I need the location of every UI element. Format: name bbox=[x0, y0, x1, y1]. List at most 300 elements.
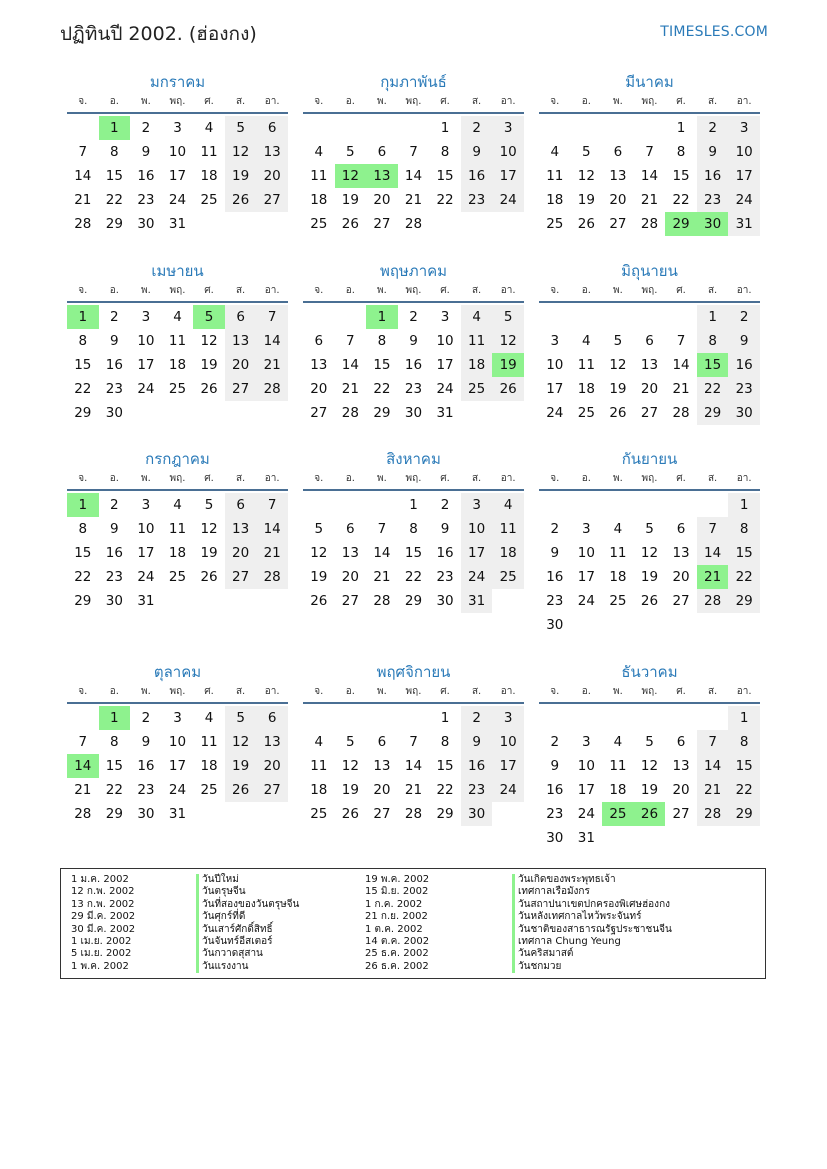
weekday-header bbox=[303, 92, 524, 114]
day-cell: 4 bbox=[314, 144, 324, 160]
day-cell: 12 bbox=[225, 730, 257, 754]
day-cell: 23 bbox=[697, 188, 729, 212]
month-name: กันยายน bbox=[621, 450, 678, 468]
day-cell: 10 bbox=[168, 144, 187, 160]
day-cell: 28 bbox=[256, 565, 288, 589]
day-cell: 23 bbox=[105, 569, 123, 585]
weekday-label: พฤ. bbox=[169, 686, 186, 697]
day-cell: 2 bbox=[110, 497, 119, 513]
day-cell: 19 bbox=[200, 545, 218, 561]
page-title: ปฏิทินปี 2002. (ฮ่องกง) bbox=[60, 23, 257, 45]
holiday-name: วันแรงงาน bbox=[196, 961, 248, 973]
day-cell: 16 bbox=[546, 569, 564, 585]
weekday-label: อ. bbox=[581, 96, 591, 107]
holiday-date: 1 ต.ค. 2002 bbox=[365, 923, 423, 935]
day-cell: 10 bbox=[492, 140, 524, 164]
day-cell: 22 bbox=[74, 569, 92, 585]
month-name: ตุลาคม bbox=[153, 663, 202, 681]
day-cell: 15 bbox=[436, 168, 454, 184]
weekday-label: อ. bbox=[581, 285, 591, 296]
day-cell: 19 bbox=[640, 569, 659, 585]
day-cell: 23 bbox=[461, 188, 493, 212]
holiday-date: 25 ธ.ค. 2002 bbox=[365, 948, 429, 960]
day-cell: 26 bbox=[341, 216, 359, 232]
day-cell: 14 bbox=[373, 545, 391, 561]
day-cell: 27 bbox=[341, 593, 359, 609]
day-cell: 21 bbox=[256, 541, 288, 565]
weekday-label: อ. bbox=[581, 686, 591, 697]
day-cell: 13 bbox=[225, 329, 257, 353]
day-grid bbox=[303, 704, 524, 848]
holiday-day-cell: 1 bbox=[67, 305, 99, 329]
day-cell: 30 bbox=[404, 405, 423, 421]
day-cell: 1 bbox=[728, 706, 760, 730]
day-cell: 8 bbox=[728, 517, 760, 541]
day-cell: 10 bbox=[137, 521, 155, 537]
day-cell: 19 bbox=[225, 164, 257, 188]
day-cell: 10 bbox=[577, 545, 595, 561]
day-cell: 22 bbox=[105, 782, 123, 798]
day-cell: 15 bbox=[728, 754, 760, 778]
holiday-name: วันหลังเทศกาลไหว้พระจันทร์ bbox=[512, 911, 641, 923]
day-cell: 14 bbox=[672, 357, 690, 373]
holiday-date: 29 มี.ค. 2002 bbox=[71, 911, 136, 923]
day-cell: 8 bbox=[697, 329, 729, 353]
weekday-label: ศ. bbox=[676, 285, 686, 296]
day-cell: 16 bbox=[697, 164, 729, 188]
day-cell: 5 bbox=[613, 333, 623, 349]
day-cell: 21 bbox=[74, 192, 92, 208]
day-cell: 3 bbox=[492, 706, 524, 730]
day-cell: 6 bbox=[645, 333, 654, 349]
day-cell: 3 bbox=[461, 493, 493, 517]
day-grid bbox=[303, 114, 524, 258]
day-cell: 28 bbox=[74, 806, 92, 822]
day-cell: 7 bbox=[377, 521, 387, 537]
holiday-name: วันตรุษจีน bbox=[196, 886, 246, 898]
day-cell: 13 bbox=[373, 758, 391, 774]
month-block bbox=[539, 662, 760, 848]
day-cell: 13 bbox=[225, 517, 257, 541]
holiday-name: เทศกาลเรือมังกร bbox=[512, 886, 590, 898]
holiday-day-cell: 12 bbox=[335, 164, 367, 188]
day-cell: 27 bbox=[672, 593, 690, 609]
day-cell: 12 bbox=[225, 140, 257, 164]
day-cell: 19 bbox=[200, 357, 218, 373]
holiday-day-cell: 21 bbox=[697, 565, 729, 589]
holiday-name: วันที่สองของวันตรุษจีน bbox=[196, 899, 299, 911]
weekday-label: จ. bbox=[314, 473, 324, 484]
weekday-label: พฤ. bbox=[169, 285, 186, 296]
day-cell: 21 bbox=[373, 569, 391, 585]
holiday-date: 12 ก.พ. 2002 bbox=[71, 886, 135, 898]
day-cell: 17 bbox=[168, 758, 187, 774]
day-cell: 14 bbox=[341, 357, 359, 373]
day-grid bbox=[539, 704, 760, 848]
day-cell: 1 bbox=[409, 497, 418, 513]
day-cell: 2 bbox=[550, 734, 560, 750]
day-cell: 19 bbox=[310, 569, 328, 585]
day-cell: 9 bbox=[110, 333, 119, 349]
day-cell: 22 bbox=[436, 192, 454, 208]
weekday-label: พฤ. bbox=[405, 473, 422, 484]
day-grid bbox=[67, 114, 288, 258]
weekday-header bbox=[303, 281, 524, 303]
day-cell: 27 bbox=[256, 778, 288, 802]
day-cell: 7 bbox=[697, 730, 729, 754]
day-cell: 4 bbox=[492, 493, 524, 517]
day-cell: 29 bbox=[728, 589, 760, 613]
holiday-date: 5 เม.ย. 2002 bbox=[71, 948, 132, 960]
day-cell: 13 bbox=[640, 357, 659, 373]
day-cell: 12 bbox=[640, 545, 659, 561]
day-cell: 15 bbox=[373, 357, 391, 373]
day-cell: 25 bbox=[200, 192, 218, 208]
day-cell: 8 bbox=[676, 144, 686, 160]
day-cell: 24 bbox=[492, 778, 524, 802]
holiday-day-cell: 15 bbox=[697, 353, 729, 377]
day-cell: 28 bbox=[404, 806, 423, 822]
day-cell: 4 bbox=[613, 734, 623, 750]
day-cell: 16 bbox=[546, 782, 564, 798]
day-cell: 22 bbox=[672, 192, 690, 208]
day-cell: 26 bbox=[225, 188, 257, 212]
day-cell: 11 bbox=[200, 144, 218, 160]
day-cell: 16 bbox=[105, 357, 123, 373]
weekday-label: พฤ. bbox=[641, 686, 658, 697]
day-cell: 28 bbox=[404, 216, 423, 232]
weekday-label: อา. bbox=[500, 96, 516, 107]
weekday-label: ศ. bbox=[440, 285, 450, 296]
day-cell: 24 bbox=[461, 565, 493, 589]
day-cell: 21 bbox=[256, 353, 288, 377]
day-cell: 23 bbox=[137, 782, 155, 798]
weekday-label: อ. bbox=[109, 686, 119, 697]
day-cell: 19 bbox=[341, 782, 359, 798]
day-cell: 29 bbox=[404, 593, 423, 609]
day-cell: 28 bbox=[697, 589, 729, 613]
weekday-label: ศ. bbox=[676, 473, 686, 484]
weekday-label: จ. bbox=[78, 96, 88, 107]
weekday-label: จ. bbox=[550, 285, 560, 296]
day-cell: 15 bbox=[672, 168, 690, 184]
day-cell: 12 bbox=[200, 521, 218, 537]
day-cell: 9 bbox=[141, 144, 151, 160]
weekday-label: พ. bbox=[613, 96, 623, 107]
month-block bbox=[539, 449, 760, 635]
day-cell: 18 bbox=[461, 353, 493, 377]
weekday-label: พ. bbox=[377, 285, 387, 296]
day-cell: 24 bbox=[436, 381, 454, 397]
day-cell: 9 bbox=[440, 521, 450, 537]
weekday-label: อา. bbox=[500, 473, 516, 484]
day-cell: 16 bbox=[137, 168, 155, 184]
day-cell: 11 bbox=[168, 333, 187, 349]
weekday-label: อ. bbox=[345, 285, 355, 296]
day-cell: 18 bbox=[200, 758, 218, 774]
day-cell: 15 bbox=[404, 545, 423, 561]
month-block bbox=[303, 449, 524, 635]
day-cell: 31 bbox=[168, 216, 187, 232]
weekday-label: ส. bbox=[707, 285, 718, 296]
weekday-label: ศ. bbox=[440, 96, 450, 107]
day-cell: 16 bbox=[461, 754, 493, 778]
holiday-day-cell: 30 bbox=[697, 212, 729, 236]
month-block bbox=[539, 72, 760, 258]
day-cell: 24 bbox=[492, 188, 524, 212]
day-cell: 3 bbox=[141, 497, 151, 513]
day-cell: 2 bbox=[550, 521, 560, 537]
day-cell: 10 bbox=[728, 140, 760, 164]
day-cell: 18 bbox=[492, 541, 524, 565]
day-cell: 19 bbox=[225, 754, 257, 778]
day-cell: 20 bbox=[672, 569, 690, 585]
holiday-name: วันกวาดสุสาน bbox=[196, 948, 263, 960]
day-cell: 10 bbox=[577, 758, 595, 774]
day-grid bbox=[67, 491, 288, 635]
holiday-name: วันจันทร์อีสเตอร์ bbox=[196, 936, 273, 948]
day-cell: 12 bbox=[341, 758, 359, 774]
day-cell: 22 bbox=[404, 569, 423, 585]
day-cell: 22 bbox=[697, 377, 729, 401]
day-cell: 8 bbox=[110, 144, 119, 160]
holiday-day-cell: 1 bbox=[99, 706, 131, 730]
day-cell: 25 bbox=[310, 806, 328, 822]
day-cell: 29 bbox=[728, 802, 760, 826]
day-cell: 25 bbox=[310, 216, 328, 232]
day-cell: 14 bbox=[256, 329, 288, 353]
day-cell: 5 bbox=[225, 116, 257, 140]
day-cell: 1 bbox=[676, 120, 686, 136]
day-cell: 24 bbox=[137, 381, 155, 397]
day-cell: 17 bbox=[492, 164, 524, 188]
day-cell: 14 bbox=[404, 758, 423, 774]
day-cell: 30 bbox=[105, 405, 123, 421]
day-cell: 26 bbox=[640, 593, 659, 609]
holiday-date: 19 พ.ค. 2002 bbox=[365, 874, 430, 885]
weekday-label: ส. bbox=[235, 686, 246, 697]
day-cell: 9 bbox=[550, 758, 560, 774]
weekday-label: พ. bbox=[141, 96, 151, 107]
weekday-label: ศ. bbox=[204, 285, 214, 296]
day-cell: 6 bbox=[256, 116, 288, 140]
day-cell: 17 bbox=[436, 357, 454, 373]
day-cell: 2 bbox=[440, 497, 450, 513]
day-cell: 21 bbox=[74, 782, 92, 798]
day-cell: 10 bbox=[461, 517, 493, 541]
day-cell: 21 bbox=[697, 778, 729, 802]
day-cell: 25 bbox=[492, 565, 524, 589]
day-cell: 4 bbox=[550, 144, 560, 160]
weekday-label: พฤ. bbox=[641, 96, 658, 107]
day-cell: 9 bbox=[141, 734, 151, 750]
day-cell: 21 bbox=[341, 381, 359, 397]
weekday-label: อ. bbox=[345, 96, 355, 107]
day-cell: 17 bbox=[492, 754, 524, 778]
day-cell: 3 bbox=[492, 116, 524, 140]
weekday-label: ศ. bbox=[676, 96, 686, 107]
day-cell: 20 bbox=[310, 381, 328, 397]
weekday-label: พฤ. bbox=[641, 473, 658, 484]
day-cell: 29 bbox=[436, 806, 454, 822]
holiday-date: 21 ก.ย. 2002 bbox=[365, 911, 428, 923]
day-cell: 29 bbox=[105, 806, 123, 822]
weekday-header bbox=[303, 469, 524, 491]
weekday-header bbox=[539, 469, 760, 491]
holiday-day-cell: 13 bbox=[366, 164, 398, 188]
day-cell: 20 bbox=[225, 541, 257, 565]
day-cell: 7 bbox=[676, 333, 686, 349]
weekday-label: จ. bbox=[550, 96, 560, 107]
weekday-label: อา. bbox=[264, 686, 280, 697]
weekday-label: อา. bbox=[264, 285, 280, 296]
day-cell: 30 bbox=[546, 830, 564, 846]
day-cell: 24 bbox=[728, 188, 760, 212]
day-cell: 11 bbox=[310, 758, 328, 774]
month-name: กรกฎาคม bbox=[145, 450, 210, 468]
holiday-day-cell: 1 bbox=[99, 116, 131, 140]
day-cell: 19 bbox=[640, 782, 659, 798]
weekday-header bbox=[67, 281, 288, 303]
holiday-day-cell: 5 bbox=[193, 305, 225, 329]
weekday-header bbox=[67, 92, 288, 114]
day-grid bbox=[539, 114, 760, 258]
holiday-name: วันคริสมาสต์ bbox=[512, 948, 573, 960]
day-cell: 20 bbox=[225, 353, 257, 377]
weekday-label: พฤ. bbox=[169, 96, 186, 107]
day-cell: 22 bbox=[728, 565, 760, 589]
day-cell: 16 bbox=[137, 758, 155, 774]
day-cell: 26 bbox=[200, 569, 218, 585]
day-cell: 20 bbox=[640, 381, 659, 397]
weekday-label: ส. bbox=[235, 473, 246, 484]
day-cell: 5 bbox=[314, 521, 324, 537]
day-cell: 6 bbox=[225, 493, 257, 517]
day-cell: 1 bbox=[440, 710, 450, 726]
day-cell: 17 bbox=[728, 164, 760, 188]
weekday-header bbox=[539, 682, 760, 704]
day-cell: 22 bbox=[728, 778, 760, 802]
day-cell: 28 bbox=[672, 405, 690, 421]
day-grid bbox=[303, 303, 524, 447]
day-cell: 27 bbox=[310, 405, 328, 421]
weekday-label: พ. bbox=[377, 96, 387, 107]
day-cell: 18 bbox=[310, 782, 328, 798]
day-cell: 16 bbox=[461, 164, 493, 188]
day-cell: 4 bbox=[314, 734, 324, 750]
holiday-name: วันเสาร์ศักดิ์สิทธิ์ bbox=[196, 924, 273, 936]
day-cell: 3 bbox=[550, 333, 560, 349]
weekday-label: ส. bbox=[235, 285, 246, 296]
day-cell: 11 bbox=[609, 545, 627, 561]
day-cell: 20 bbox=[373, 192, 391, 208]
weekday-label: จ. bbox=[550, 473, 560, 484]
day-cell: 3 bbox=[440, 309, 450, 325]
day-cell: 8 bbox=[440, 734, 450, 750]
weekday-header bbox=[539, 92, 760, 114]
day-cell: 3 bbox=[582, 734, 591, 750]
day-cell: 15 bbox=[105, 758, 123, 774]
day-cell: 8 bbox=[110, 734, 119, 750]
weekday-header bbox=[539, 281, 760, 303]
day-cell: 11 bbox=[577, 357, 595, 373]
day-cell: 22 bbox=[105, 192, 123, 208]
day-cell: 27 bbox=[225, 565, 257, 589]
day-cell: 4 bbox=[204, 710, 214, 726]
weekday-label: ศ. bbox=[440, 686, 450, 697]
weekday-label: อ. bbox=[345, 686, 355, 697]
day-cell: 9 bbox=[409, 333, 418, 349]
day-cell: 7 bbox=[78, 734, 88, 750]
day-cell: 30 bbox=[105, 593, 123, 609]
month-block bbox=[67, 449, 288, 635]
month-block bbox=[67, 662, 288, 848]
day-cell: 3 bbox=[582, 521, 591, 537]
holiday-name: วันปีใหม่ bbox=[196, 874, 239, 886]
day-cell: 29 bbox=[74, 405, 92, 421]
day-cell: 24 bbox=[546, 405, 564, 421]
day-cell: 11 bbox=[310, 168, 328, 184]
weekday-label: ส. bbox=[707, 473, 718, 484]
day-cell: 18 bbox=[168, 357, 187, 373]
weekday-label: ศ. bbox=[440, 473, 450, 484]
day-cell: 2 bbox=[141, 710, 151, 726]
weekday-label: อา. bbox=[736, 473, 752, 484]
day-cell: 8 bbox=[440, 144, 450, 160]
day-cell: 20 bbox=[609, 192, 627, 208]
day-cell: 5 bbox=[225, 706, 257, 730]
holiday-day-cell: 26 bbox=[634, 802, 666, 826]
day-cell: 31 bbox=[728, 212, 760, 236]
day-cell: 29 bbox=[105, 216, 123, 232]
month-name: พฤษภาคม bbox=[379, 262, 448, 280]
day-cell: 16 bbox=[728, 353, 760, 377]
day-cell: 4 bbox=[204, 120, 214, 136]
day-cell: 4 bbox=[461, 305, 493, 329]
weekday-label: อา. bbox=[500, 285, 516, 296]
holiday-day-cell: 14 bbox=[67, 754, 99, 778]
day-cell: 31 bbox=[137, 593, 155, 609]
day-cell: 13 bbox=[609, 168, 627, 184]
month-name: เมษายน bbox=[151, 262, 204, 280]
day-cell: 27 bbox=[373, 216, 391, 232]
holiday-name: วันเกิดของพระพุทธเจ้า bbox=[512, 874, 616, 886]
day-cell: 8 bbox=[728, 730, 760, 754]
day-cell: 15 bbox=[728, 541, 760, 565]
day-cell: 6 bbox=[225, 305, 257, 329]
day-cell: 16 bbox=[404, 357, 423, 373]
day-cell: 8 bbox=[409, 521, 418, 537]
holiday-day-cell: 29 bbox=[665, 212, 697, 236]
holiday-day-cell: 1 bbox=[67, 493, 99, 517]
day-cell: 31 bbox=[436, 405, 454, 421]
day-cell: 3 bbox=[141, 309, 151, 325]
day-cell: 13 bbox=[256, 730, 288, 754]
day-cell: 28 bbox=[640, 216, 659, 232]
weekday-label: อ. bbox=[345, 473, 355, 484]
day-cell: 28 bbox=[373, 593, 391, 609]
day-cell: 27 bbox=[672, 806, 690, 822]
site-link[interactable]: TIMESLES.COM bbox=[660, 24, 768, 40]
day-cell: 24 bbox=[168, 782, 187, 798]
day-cell: 26 bbox=[341, 806, 359, 822]
day-cell: 21 bbox=[672, 381, 690, 397]
day-cell: 19 bbox=[341, 192, 359, 208]
day-cell: 24 bbox=[577, 806, 595, 822]
day-cell: 7 bbox=[256, 305, 288, 329]
day-cell: 5 bbox=[346, 144, 355, 160]
day-cell: 31 bbox=[168, 806, 187, 822]
